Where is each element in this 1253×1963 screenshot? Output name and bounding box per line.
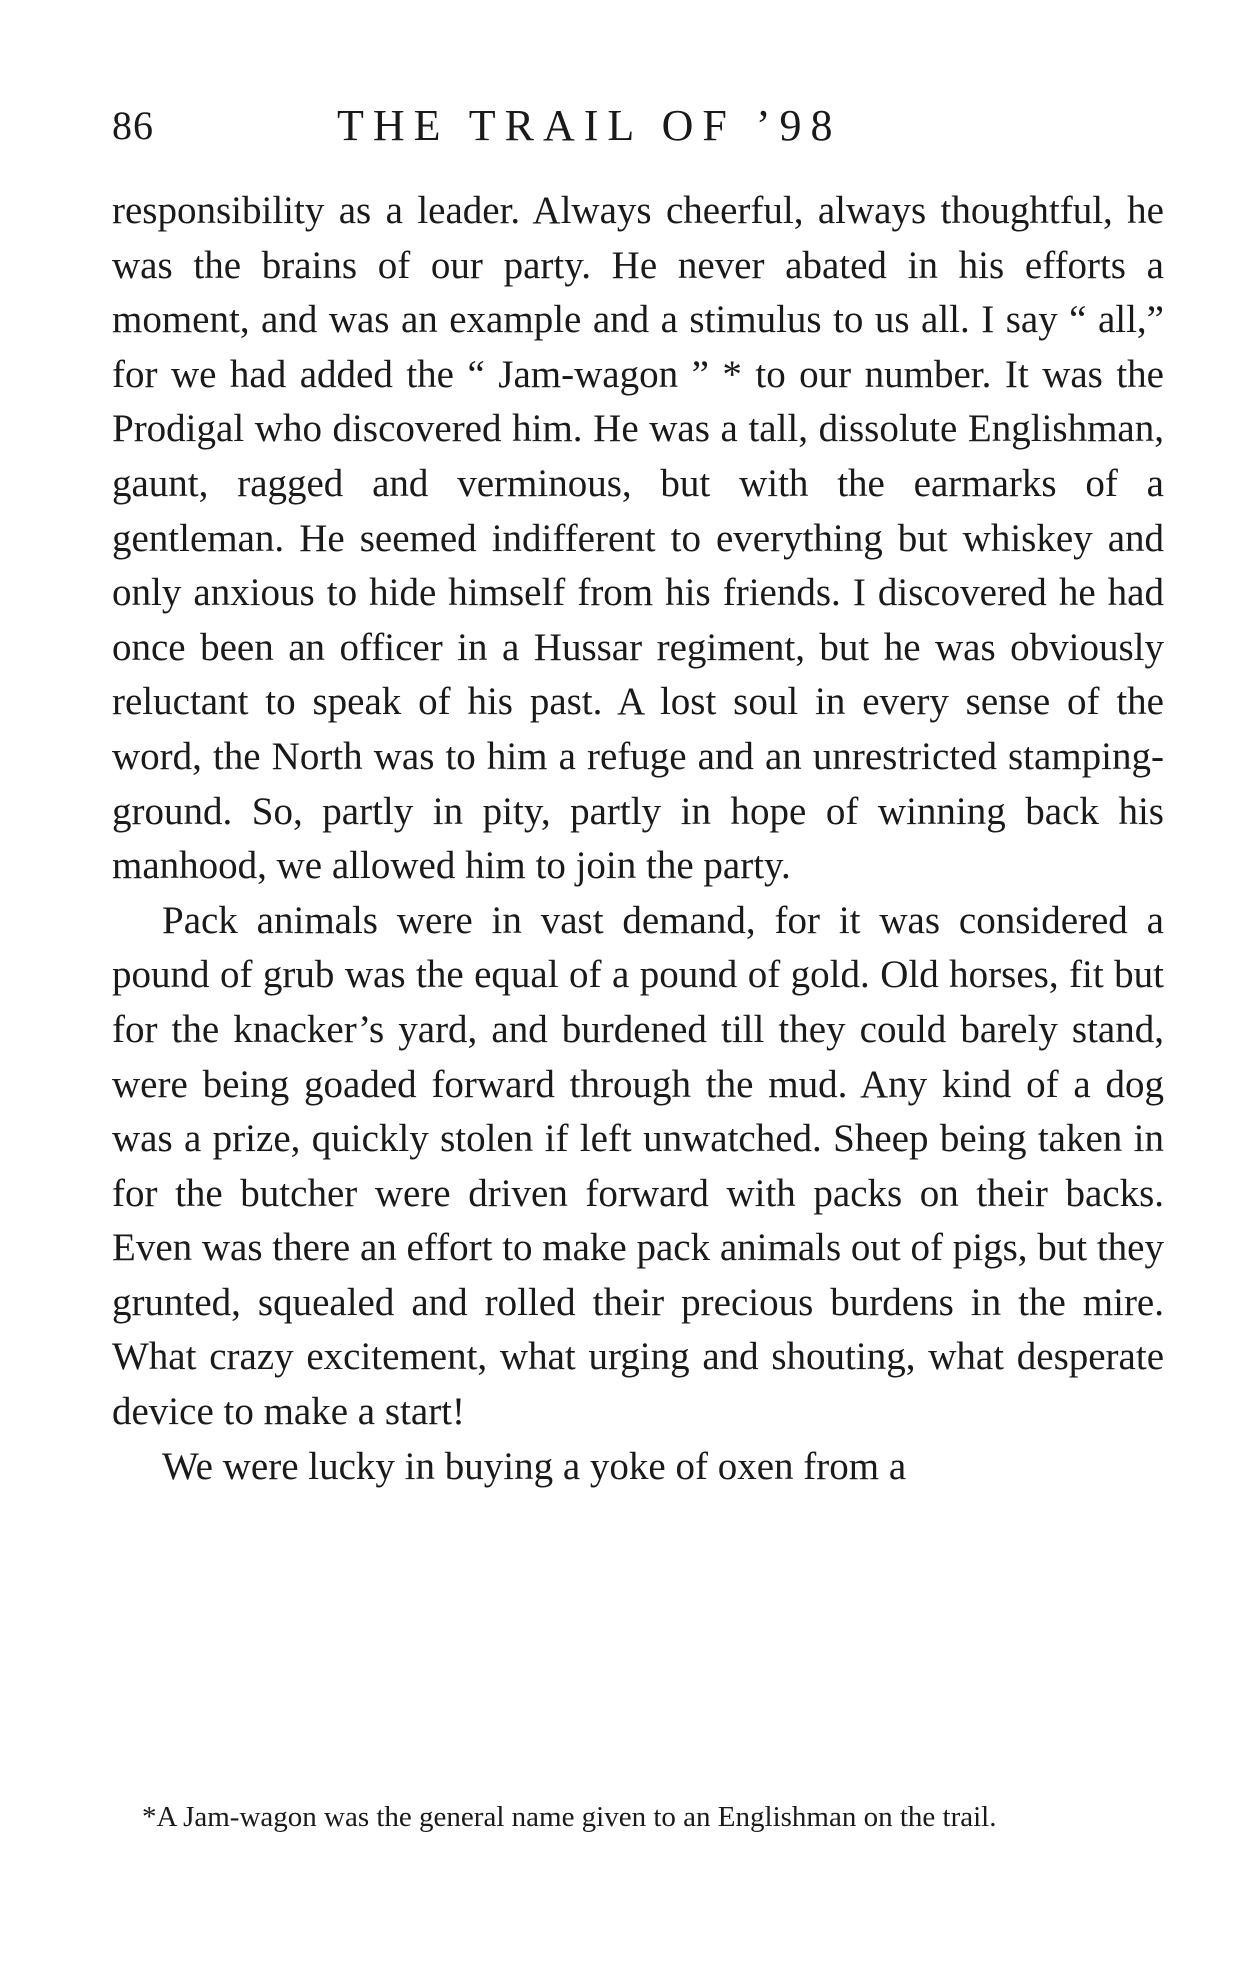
paragraph-oxen: We were lucky in buying a yoke of oxen from a — [162, 1444, 907, 1488]
paragraph-continued: responsibility as a leader. Always cheerful, always thoughtful, he was the brains of our party. He never abated in his efforts a moment, and was an example and a stimulus to us all. I say “ all,” for we had added the “ Jam-wagon ” * to our number. It was the Prodigal who discovered him. He was a tall, dissolute Englishman, gaunt, ragged and verminous, but with the earmarks of a gentleman. He seemed indifferent to everything but whiskey and only anxious to hide himself from his friends. I discovered he had once been an officer in a Hussar regiment, but he was obviously reluctant to speak of his past. A lost soul in every sense of the word, the North was to him a refuge and an unrestricted stamping-ground. So, partly in pity, partly in hope of winning back his manhood, we allowed him to join the party. — [112, 189, 1164, 888]
paragraph-pack-animals: Pack animals were in vast demand, for it was considered a pound of grub was the equal of a pound of gold. Old horses, fit but for the knacker’s yard, and burdened till they could barely stand, were being goaded forward through the mud. Any kind of a dog was a prize, quickly stolen if left unwatched. Sheep being taken in for the butcher were driven forward with packs on their backs. Even was there an effort to make pack animals out of pigs, but they grunted, squealed and rolled their precious burdens in the mire. What crazy excitement, what urging and shouting, what desperate device to make a start! — [112, 898, 1164, 1434]
footnote — [112, 1796, 1164, 1838]
running-title: THE TRAIL OF ’98 — [337, 101, 842, 150]
footnote-text: *A Jam-wagon was the general name given to an Englishman on the trail. — [142, 1801, 997, 1833]
page-number: 86 — [112, 103, 154, 148]
body-text — [112, 184, 1164, 1494]
running-head — [112, 96, 1172, 156]
